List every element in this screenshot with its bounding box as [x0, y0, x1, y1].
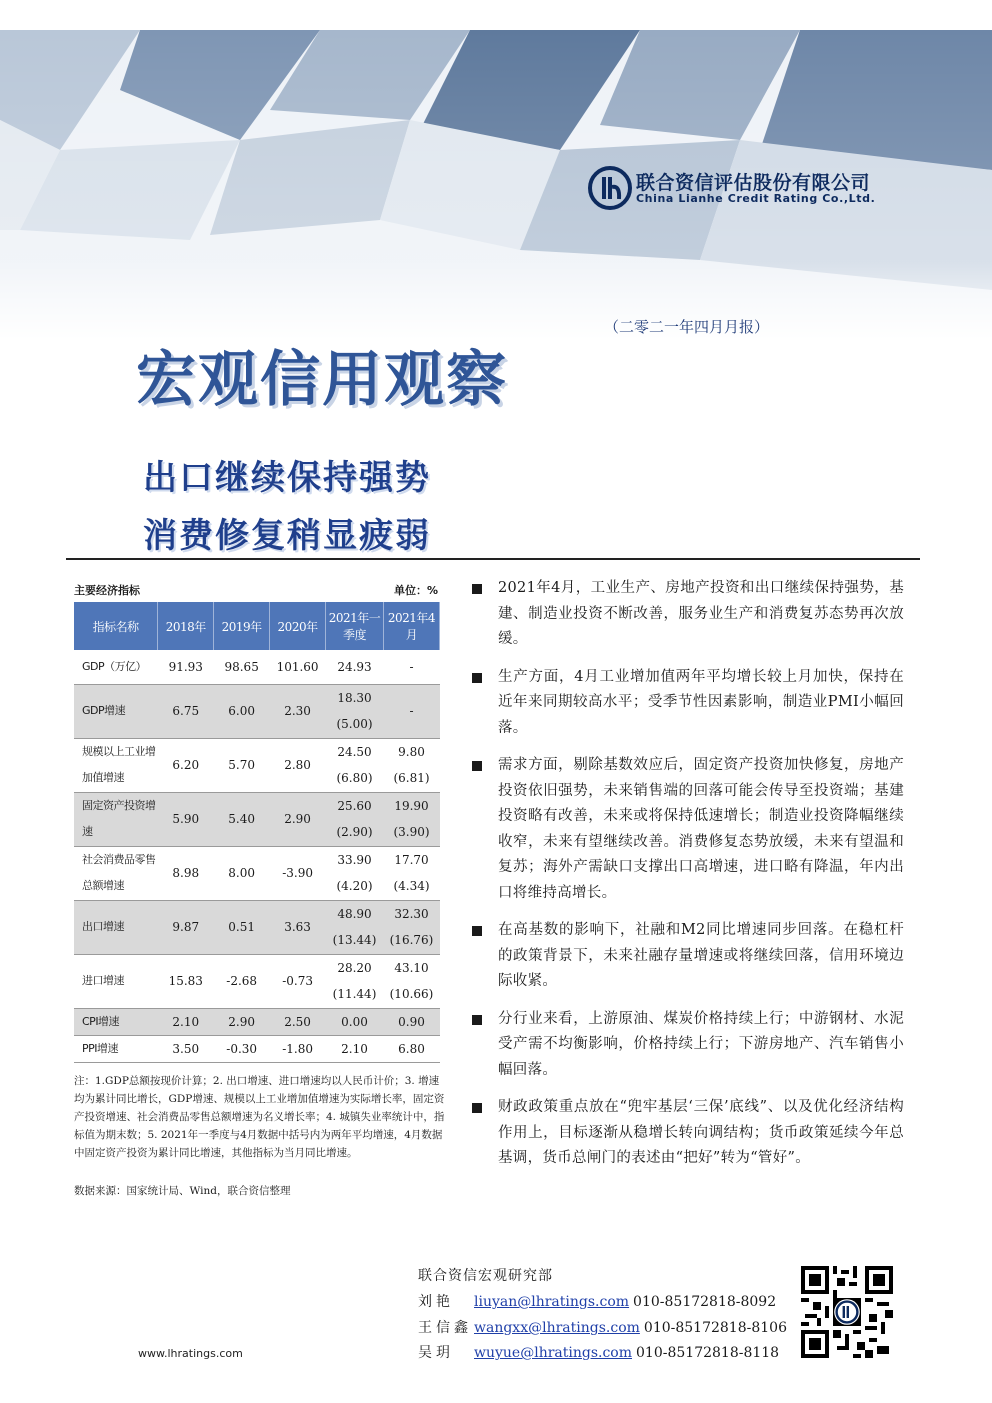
table-cell	[214, 900, 270, 954]
cell-value: 规模以上工业增加值增速	[82, 745, 156, 784]
cell-value: -	[409, 659, 414, 674]
table-row	[74, 900, 440, 954]
table-cell	[326, 684, 384, 738]
table-cell	[270, 900, 326, 954]
table-cell	[214, 954, 270, 1008]
cell-value: 3.50	[172, 1041, 200, 1056]
contact-email-link[interactable]: wangxx@lhratings.com	[474, 1320, 640, 1336]
cell-value: 5.40	[228, 812, 256, 826]
table-cell	[74, 650, 158, 684]
header-cell: 2021年4月	[383, 602, 439, 650]
contact-name: 王信鑫	[418, 1320, 472, 1336]
table-cell	[74, 684, 158, 738]
table-cell	[74, 792, 158, 846]
contact-row	[418, 1317, 787, 1337]
table-row	[74, 846, 440, 900]
edition-label: （二零二一年四月月报）	[604, 318, 770, 336]
table-cell	[158, 846, 214, 900]
table-notes: 注：1.GDP总额按现价计算；2. 出口增速、进口增速均以人民币计价；3. 增速均为累计同比增长，GDP增速、规模以上工业增加值增速为实际增长率，固定资产投资增速、社会消费品零售总额增速为名义增长率；4. 城镇失业率统计中，指标值为期末数；5. 2021年一季度与4月数据中括号内为两年平均增速，4月数据中固定资产投资为累计同比增速，其他指标为当月同比增速。	[74, 1075, 445, 1159]
cell-value: 0.51	[228, 920, 256, 934]
cell-value: -2.68	[226, 974, 258, 988]
table-cell	[214, 650, 270, 684]
qr-code-icon	[801, 1266, 893, 1358]
table-cell	[270, 1008, 326, 1035]
bullet-item: 分行业来看，上游原油、煤炭价格持续上行；中游钢材、水泥受产需不均衡影响，价格持续上行；下游房地产、汽车销售小幅回落。	[470, 1007, 904, 1084]
cell-value: 3.63	[284, 920, 311, 934]
bullet-square-icon	[472, 926, 482, 936]
table-row	[74, 792, 440, 846]
cell-value: 28.20	[337, 961, 372, 975]
cell-value: 5.90	[172, 812, 200, 826]
table-cell	[326, 900, 384, 954]
cell-value: 2.80	[284, 758, 311, 772]
cell-value: 9.87	[172, 920, 200, 934]
table-cell	[270, 954, 326, 1008]
company-logo	[588, 166, 888, 214]
cell-value: 0.00	[341, 1014, 368, 1029]
cell-value: 6.20	[172, 758, 200, 772]
table-cell	[270, 792, 326, 846]
cell-value: 17.70	[394, 853, 429, 867]
table-cell	[326, 846, 384, 900]
cell-value: (5.00)	[336, 717, 373, 731]
table-cell	[214, 846, 270, 900]
table-cell	[158, 954, 214, 1008]
table-cell	[383, 1035, 439, 1062]
cell-value: 9.80	[398, 745, 425, 759]
contact-phone: 010-85172818-8106	[643, 1320, 787, 1336]
table-row	[74, 954, 440, 1008]
table-cell	[270, 684, 326, 738]
company-name-en: China Lianhe Credit Rating Co.,Ltd.	[636, 192, 876, 205]
cell-value: PPI增速	[82, 1041, 119, 1055]
cell-value: (2.90)	[336, 825, 373, 839]
cell-value: 6.00	[228, 704, 256, 718]
headline-1: 出口继续保持强势	[143, 458, 431, 498]
table-cell	[74, 900, 158, 954]
data-source: 数据来源：国家统计局、Wind，联合资信整理	[74, 1185, 291, 1197]
cell-value: -0.30	[226, 1041, 258, 1056]
cell-value: (4.20)	[336, 879, 373, 893]
headline-2: 消费修复稍显疲弱	[143, 516, 431, 556]
logo-mark-icon	[588, 166, 632, 210]
cell-value: (3.90)	[393, 825, 430, 839]
bullet-item: 在高基数的影响下，社融和M2同比增速同步回落。在稳杠杆的政策背景下，未来社融存量增速或将继续回落，信用环境边际收紧。	[470, 918, 904, 995]
cell-value: GDP增速	[82, 704, 126, 717]
header-cell: 指标名称	[74, 602, 158, 650]
table-row	[74, 650, 440, 684]
contact-name: 刘艳	[418, 1294, 454, 1310]
table-cell	[383, 1008, 439, 1035]
cell-value: 进口增速	[82, 974, 124, 987]
table-cell	[74, 1008, 158, 1035]
cell-value: 2.90	[228, 1014, 256, 1029]
cell-value: 8.98	[172, 866, 200, 880]
table-cell	[74, 1035, 158, 1062]
cell-value: (6.81)	[393, 771, 430, 785]
table-cell	[158, 792, 214, 846]
contact-row	[418, 1342, 779, 1362]
table-cell	[326, 1035, 384, 1062]
table-cell	[383, 900, 439, 954]
table-cell	[270, 846, 326, 900]
table-cell	[270, 650, 326, 684]
table-cell	[158, 1035, 214, 1062]
bullet-item: 财政政策重点放在“兜牢基层‘三保’底线”、以及优化经济结构作用上，目标逐渐从稳增长转向调结构；货币政策延续今年总基调，货币总闸门的表述由“把好”转为“管好”。	[470, 1095, 904, 1172]
contact-email-link[interactable]: wuyue@lhratings.com	[474, 1345, 633, 1361]
website-url[interactable]: www.lhratings.com	[138, 1347, 243, 1360]
header-cell: 2020年	[270, 602, 326, 650]
table-cell	[74, 954, 158, 1008]
contact-email-link[interactable]: liuyan@lhratings.com	[474, 1294, 630, 1310]
cell-value: 8.00	[228, 866, 256, 880]
cell-value: 15.83	[168, 974, 203, 988]
cell-value: 101.60	[276, 659, 319, 674]
indicator-table	[74, 602, 440, 1063]
cell-value: 2.50	[284, 1014, 311, 1029]
bullet-square-icon	[472, 673, 482, 683]
cell-value: 社会消费品零售总额增速	[82, 853, 156, 892]
cell-value: 18.30	[337, 691, 372, 705]
bullet-item: 2021年4月，工业生产、房地产投资和出口继续保持强势，基建、制造业投资不断改善，服务业生产和消费复苏态势再次放缓。	[470, 576, 904, 653]
cell-value: -0.73	[282, 974, 313, 988]
bullet-square-icon	[472, 761, 482, 771]
table-cell	[214, 792, 270, 846]
cell-value: 43.10	[394, 961, 429, 975]
cell-value: GDP（万亿）	[82, 659, 147, 673]
table-cell	[383, 684, 439, 738]
table-title: 主要经济指标	[74, 584, 140, 597]
cell-value: 6.80	[398, 1041, 425, 1056]
bullet-square-icon	[472, 1103, 482, 1113]
cell-value: 98.65	[224, 659, 259, 674]
table-cell	[214, 738, 270, 792]
cell-value: (10.66)	[389, 987, 434, 1001]
table-cell	[158, 900, 214, 954]
contact-phone: 010-85172818-8118	[636, 1345, 780, 1361]
cell-value: -	[409, 704, 414, 718]
cell-value: -1.80	[282, 1041, 313, 1056]
cell-value: 出口增速	[82, 920, 124, 933]
cell-value: 0.90	[398, 1014, 425, 1029]
bullet-square-icon	[472, 584, 482, 594]
cell-value: 32.30	[394, 907, 429, 921]
header-cell: 2019年	[214, 602, 270, 650]
contact-phone: 010-85172818-8092	[633, 1294, 777, 1310]
summary-bullets	[470, 576, 904, 1184]
cell-value: 48.90	[337, 907, 372, 921]
cell-value: 91.93	[168, 659, 203, 674]
cell-value: 固定资产投资增速	[82, 799, 156, 838]
table-cell	[158, 684, 214, 738]
table-cell	[326, 650, 384, 684]
table-cell	[214, 1035, 270, 1062]
table-cell	[383, 954, 439, 1008]
bullet-item: 需求方面，剔除基数效应后，固定资产投资加快修复，房地产投资依旧强势，未来销售端的回落可能会传导至投资端；基建投资略有改善，未来或将保持低速增长；制造业投资降幅继续收窄，未来有望继续改善。消费修复态势放缓，未来有望温和复苏；海外产需缺口支撑出口高增速，进口略有降温，年内出口将维持高增长。	[470, 753, 904, 906]
research-dept: 联合资信宏观研究部	[418, 1268, 553, 1284]
cell-value: 5.70	[228, 758, 256, 772]
cell-value: (6.80)	[336, 771, 373, 785]
contact-name: 吴玥	[418, 1345, 454, 1361]
table-cell	[326, 1008, 384, 1035]
table-cell	[158, 650, 214, 684]
table-cell	[383, 738, 439, 792]
bullet-item: 生产方面，4月工业增加值两年平均增长较上月加快，保持在近年来同期较高水平；受季节性因素影响，制造业PMI小幅回落。	[470, 665, 904, 742]
table-cell	[214, 684, 270, 738]
table-row	[74, 684, 440, 738]
table-unit: 单位：%	[393, 584, 438, 597]
cell-value: 2.90	[284, 812, 311, 826]
cell-value: CPI增速	[82, 1014, 120, 1028]
table-row	[74, 1008, 440, 1035]
cell-value: -3.90	[282, 866, 313, 880]
report-title: 宏观信用观察	[136, 345, 508, 415]
cell-value: 24.93	[337, 659, 372, 674]
bullet-square-icon	[472, 1015, 482, 1025]
cell-value: 19.90	[394, 799, 429, 813]
cell-value: 33.90	[337, 853, 372, 867]
table-cell	[383, 792, 439, 846]
table-cell	[326, 738, 384, 792]
header-cell: 2021年一季度	[326, 602, 384, 650]
cell-value: (13.44)	[332, 933, 377, 947]
table-cell	[326, 792, 384, 846]
table-cell	[270, 738, 326, 792]
table-cell	[74, 846, 158, 900]
table-row	[74, 738, 440, 792]
cell-value: 2.10	[172, 1014, 200, 1029]
cell-value: 2.30	[284, 704, 311, 718]
cell-value: (11.44)	[332, 987, 377, 1001]
table-cell	[214, 1008, 270, 1035]
cell-value: 24.50	[337, 745, 372, 759]
cell-value: (16.76)	[389, 933, 434, 947]
table-cell	[270, 1035, 326, 1062]
cell-value: 25.60	[337, 799, 372, 813]
table-caption	[74, 582, 440, 598]
contact-row	[418, 1291, 776, 1311]
table-cell	[326, 954, 384, 1008]
table-cell	[158, 1008, 214, 1035]
cell-value: 2.10	[341, 1041, 368, 1056]
header-cell: 2018年	[158, 602, 214, 650]
table-row	[74, 1035, 440, 1062]
table-header-row	[74, 602, 440, 650]
company-name-cn: 联合资信评估股份有限公司	[636, 172, 871, 194]
cell-value: (4.34)	[393, 879, 430, 893]
table-cell	[158, 738, 214, 792]
table-cell	[383, 650, 439, 684]
cell-value: 6.75	[172, 704, 200, 718]
divider	[66, 558, 920, 560]
table-cell	[74, 738, 158, 792]
table-cell	[383, 846, 439, 900]
